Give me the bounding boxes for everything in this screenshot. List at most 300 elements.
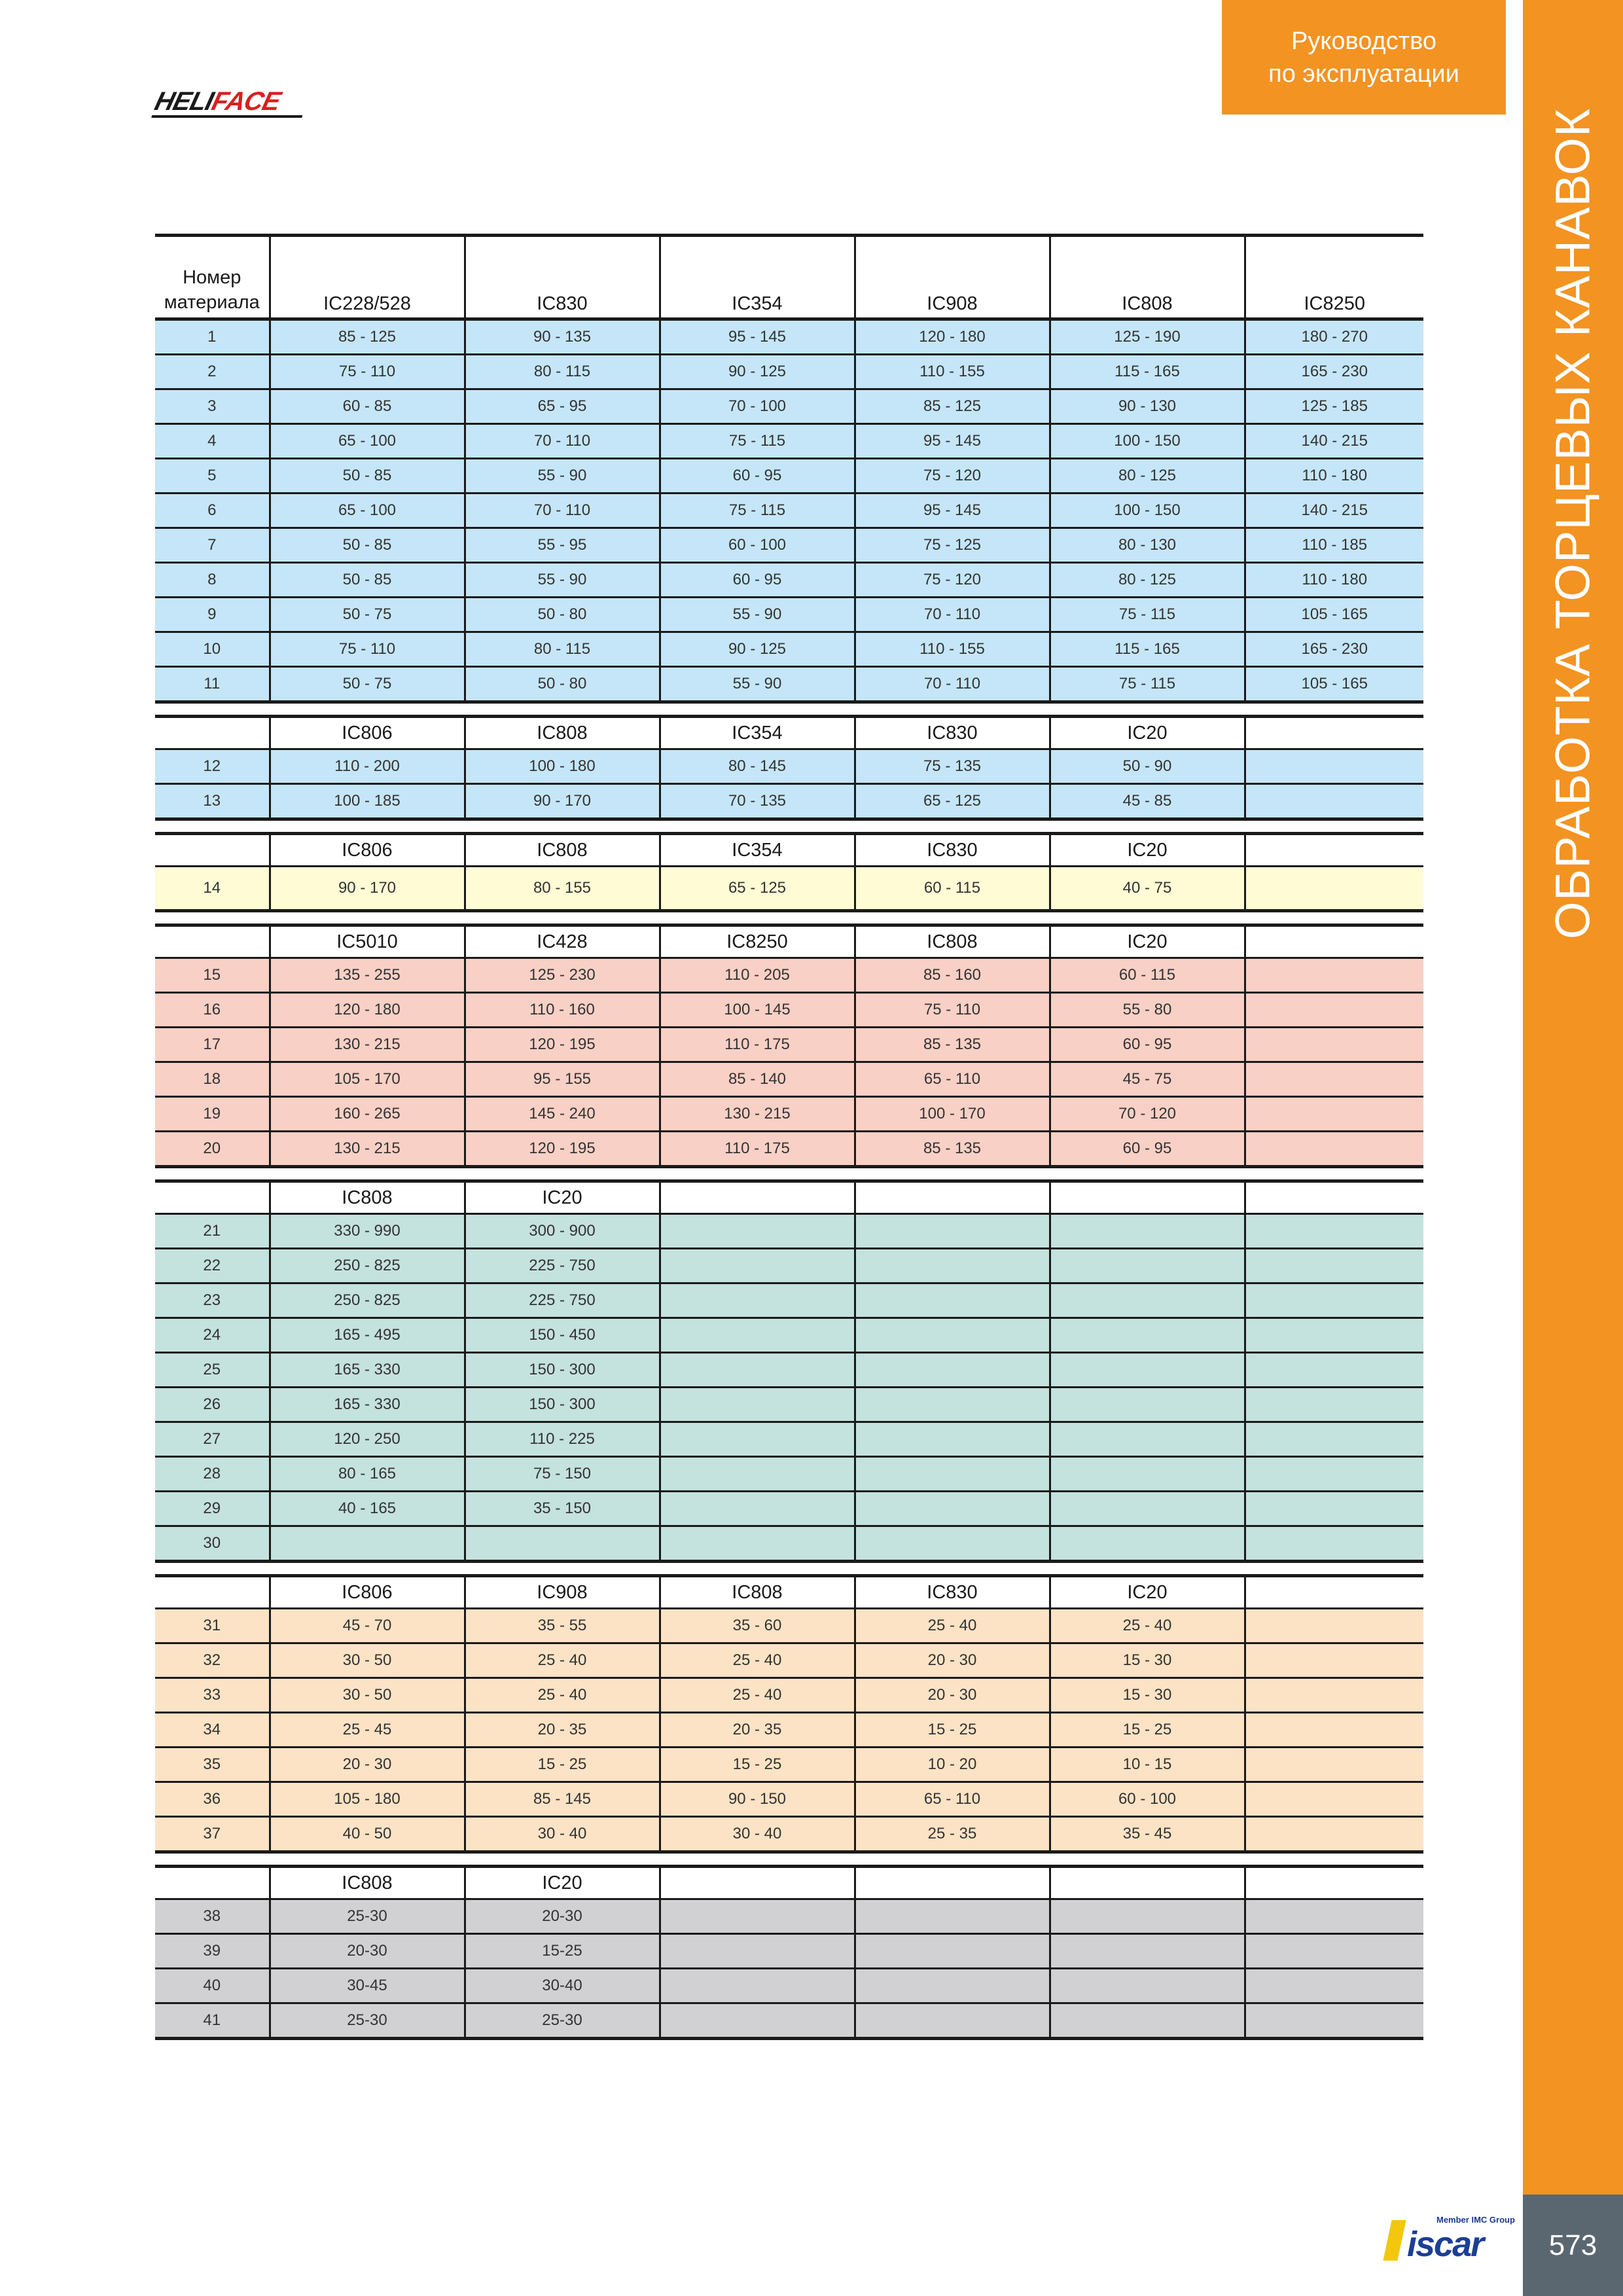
speed-range-cell (1245, 993, 1423, 1028)
speed-range-cell: 25 - 40 (660, 1678, 855, 1713)
speed-range-cell (855, 1899, 1050, 1934)
speed-range-cell: 90 - 135 (465, 319, 660, 355)
speed-range-cell (660, 1422, 855, 1457)
speed-range-cell: 45 - 75 (1050, 1062, 1245, 1097)
speed-range-cell: 25-30 (270, 2003, 465, 2039)
material-number-cell: 16 (155, 993, 270, 1028)
speed-range-cell: 30 - 40 (660, 1817, 855, 1852)
material-number-cell: 9 (155, 598, 270, 632)
speed-range-cell: 10 - 20 (855, 1748, 1050, 1782)
grade-header-cell: IC20 (1050, 717, 1245, 749)
group-spacer (155, 1852, 1423, 1867)
table-row (155, 958, 1423, 993)
speed-range-cell: 50 - 75 (270, 598, 465, 632)
speed-range-cell: 75 - 115 (660, 493, 855, 528)
table-row (155, 1132, 1423, 1167)
speed-range-cell: 120 - 180 (270, 993, 465, 1028)
speed-range-cell (1050, 1353, 1245, 1388)
group-header-row (155, 236, 1423, 319)
speed-range-cell: 35 - 45 (1050, 1817, 1245, 1852)
speed-range-cell: 165 - 495 (270, 1318, 465, 1353)
speed-range-cell: 165 - 330 (270, 1388, 465, 1422)
group-header-row (155, 717, 1423, 749)
speed-range-cell: 15 - 25 (660, 1748, 855, 1782)
speed-range-cell: 50 - 90 (1050, 749, 1245, 784)
speed-range-cell: 90 - 130 (1050, 389, 1245, 424)
speed-range-cell (270, 1526, 465, 1562)
section-title-vertical: ОБРАБОТКА ТОРЦЕВЫХ КАНАВОК (1545, 108, 1600, 939)
material-number-cell: 13 (155, 784, 270, 819)
table-row (155, 1609, 1423, 1643)
grade-header-cell (660, 1181, 855, 1214)
logo-left-text: HELI (152, 86, 217, 116)
table-row (155, 1899, 1423, 1934)
speed-range-cell: 60 - 95 (660, 459, 855, 493)
material-number-cell: 31 (155, 1609, 270, 1643)
spacer-cell (155, 819, 1423, 834)
grade-header-cell: IC354 (660, 717, 855, 749)
speed-range-cell: 35 - 55 (465, 1609, 660, 1643)
speed-range-cell (855, 1457, 1050, 1492)
material-header-cell (155, 236, 270, 319)
speed-range-cell (1245, 1782, 1423, 1817)
speed-range-cell: 165 - 230 (1245, 632, 1423, 667)
speed-range-cell: 105 - 170 (270, 1062, 465, 1097)
material-number-cell: 38 (155, 1899, 270, 1934)
speed-range-cell: 75 - 115 (1050, 598, 1245, 632)
speed-range-cell (1050, 1318, 1245, 1353)
speed-range-cell: 110 - 175 (660, 1028, 855, 1062)
speed-range-cell (855, 1492, 1050, 1526)
material-number-cell: 3 (155, 389, 270, 424)
speed-range-cell: 25 - 40 (855, 1609, 1050, 1643)
speed-range-cell: 95 - 145 (855, 493, 1050, 528)
speed-range-cell: 110 - 180 (1245, 563, 1423, 598)
table-row (155, 528, 1423, 563)
speed-range-cell: 110 - 160 (465, 993, 660, 1028)
speed-range-cell: 55 - 80 (1050, 993, 1245, 1028)
speed-range-cell: 300 - 900 (465, 1214, 660, 1249)
material-number-cell: 6 (155, 493, 270, 528)
speed-range-cell: 250 - 825 (270, 1249, 465, 1283)
speed-range-cell: 50 - 85 (270, 563, 465, 598)
speed-range-cell (1050, 1934, 1245, 1969)
table-row (155, 1748, 1423, 1782)
speed-range-cell: 150 - 300 (465, 1388, 660, 1422)
group-spacer (155, 1167, 1423, 1181)
speed-range-cell: 110 - 180 (1245, 459, 1423, 493)
speed-range-cell: 20-30 (270, 1934, 465, 1969)
guide-tab-line2: по эксплуатации (1268, 60, 1459, 88)
grade-header-cell (1245, 717, 1423, 749)
material-number-cell: 10 (155, 632, 270, 667)
speed-range-cell (855, 2003, 1050, 2039)
speed-range-cell: 50 - 75 (270, 667, 465, 702)
material-header-cell (155, 1576, 270, 1609)
group-header-row (155, 834, 1423, 867)
speed-range-cell: 140 - 215 (1245, 424, 1423, 459)
speed-range-cell: 60 - 115 (1050, 958, 1245, 993)
grade-header-cell (855, 1181, 1050, 1214)
speed-range-cell (1050, 1526, 1245, 1562)
speed-range-cell: 20-30 (465, 1899, 660, 1934)
speed-range-cell: 225 - 750 (465, 1249, 660, 1283)
speed-range-cell: 45 - 70 (270, 1609, 465, 1643)
material-number-cell: 41 (155, 2003, 270, 2039)
speed-range-cell (1050, 1388, 1245, 1422)
table-row (155, 563, 1423, 598)
speed-range-cell (1245, 1062, 1423, 1097)
iscar-logo-mark (1383, 2220, 1406, 2261)
table-row (155, 1353, 1423, 1388)
speed-range-cell: 60 - 100 (660, 528, 855, 563)
speed-range-cell (1245, 958, 1423, 993)
speed-range-cell (1050, 2003, 1245, 2039)
material-header-line2: материала (164, 292, 260, 313)
speed-range-cell: 115 - 165 (1050, 632, 1245, 667)
grade-header-cell: IC908 (465, 1576, 660, 1609)
speed-range-cell: 20 - 35 (660, 1713, 855, 1748)
speed-range-cell: 55 - 90 (465, 563, 660, 598)
speed-range-cell (1245, 1934, 1423, 1969)
speed-range-cell: 20 - 30 (855, 1643, 1050, 1678)
speed-range-cell (660, 1214, 855, 1249)
table-row (155, 493, 1423, 528)
speed-range-cell (855, 1214, 1050, 1249)
speed-range-cell: 50 - 80 (465, 667, 660, 702)
material-header-cell (155, 1181, 270, 1214)
speed-range-cell: 40 - 75 (1050, 867, 1245, 911)
speed-range-cell (465, 1526, 660, 1562)
speed-range-cell: 75 - 150 (465, 1457, 660, 1492)
speed-range-cell: 50 - 85 (270, 528, 465, 563)
speed-range-cell: 80 - 130 (1050, 528, 1245, 563)
speed-range-cell: 65 - 125 (855, 784, 1050, 819)
speed-range-cell (1245, 1969, 1423, 2003)
table-row (155, 1492, 1423, 1526)
speed-range-cell (1245, 1028, 1423, 1062)
speed-range-cell (660, 1353, 855, 1388)
speed-range-cell: 110 - 205 (660, 958, 855, 993)
speed-range-cell (1245, 1353, 1423, 1388)
speed-range-cell (660, 1457, 855, 1492)
speed-range-cell: 50 - 85 (270, 459, 465, 493)
material-number-cell: 4 (155, 424, 270, 459)
speed-range-cell: 125 - 230 (465, 958, 660, 993)
table-row (155, 319, 1423, 355)
speed-range-cell: 105 - 165 (1245, 667, 1423, 702)
speed-range-cell: 55 - 90 (660, 598, 855, 632)
speed-range-cell: 110 - 155 (855, 355, 1050, 389)
table-row (155, 993, 1423, 1028)
speed-range-cell (1245, 1422, 1423, 1457)
iscar-logo: iscar (1407, 2225, 1484, 2264)
speed-range-cell: 65 - 125 (660, 867, 855, 911)
speed-range-cell (855, 1934, 1050, 1969)
brand-member-text: Member IMC Group (1436, 2215, 1515, 2225)
material-header-cell (155, 1867, 270, 1899)
speed-range-cell: 60 - 115 (855, 867, 1050, 911)
speed-range-cell: 25 - 40 (1050, 1609, 1245, 1643)
table-row (155, 1249, 1423, 1283)
speed-range-cell: 25 - 40 (465, 1643, 660, 1678)
speed-range-cell: 80 - 125 (1050, 459, 1245, 493)
speed-range-cell (1245, 1609, 1423, 1643)
table-row (155, 355, 1423, 389)
table-row (155, 1643, 1423, 1678)
speed-range-cell: 90 - 125 (660, 355, 855, 389)
speed-range-cell (1245, 1132, 1423, 1167)
table-row (155, 1214, 1423, 1249)
speed-range-cell: 15-25 (465, 1934, 660, 1969)
speed-range-cell: 105 - 180 (270, 1782, 465, 1817)
speed-range-cell: 55 - 90 (660, 667, 855, 702)
grade-header-cell: IC20 (465, 1867, 660, 1899)
grade-header-cell (1245, 925, 1423, 958)
table-row (155, 598, 1423, 632)
speed-range-cell (1245, 1526, 1423, 1562)
material-number-cell: 34 (155, 1713, 270, 1748)
grade-header-cell: IC354 (660, 236, 855, 319)
grade-header-cell: IC830 (855, 834, 1050, 867)
speed-range-cell: 95 - 145 (660, 319, 855, 355)
speed-range-cell: 330 - 990 (270, 1214, 465, 1249)
grade-header-cell: IC808 (465, 717, 660, 749)
speed-range-cell: 135 - 255 (270, 958, 465, 993)
spacer-cell (155, 1852, 1423, 1867)
speed-range-cell (1245, 1899, 1423, 1934)
grade-header-cell (855, 1867, 1050, 1899)
guide-tab-line1: Руководство (1291, 27, 1437, 55)
group-header-row (155, 925, 1423, 958)
material-number-cell: 12 (155, 749, 270, 784)
speed-range-cell: 85 - 160 (855, 958, 1050, 993)
speed-range-cell: 70 - 100 (660, 389, 855, 424)
speed-range-cell: 120 - 180 (855, 319, 1050, 355)
speed-range-cell: 130 - 215 (660, 1097, 855, 1132)
material-number-cell: 28 (155, 1457, 270, 1492)
grade-header-cell: IC830 (855, 1576, 1050, 1609)
speed-range-cell: 20 - 35 (465, 1713, 660, 1748)
speed-range-cell (660, 2003, 855, 2039)
grade-header-cell (660, 1867, 855, 1899)
speed-range-cell: 30-40 (465, 1969, 660, 2003)
grade-header-cell: IC908 (855, 236, 1050, 319)
table-row (155, 632, 1423, 667)
speed-range-cell: 60 - 95 (1050, 1028, 1245, 1062)
speed-range-cell (1245, 1214, 1423, 1249)
speed-range-cell: 85 - 145 (465, 1782, 660, 1817)
speed-range-cell (1050, 1492, 1245, 1526)
speed-range-cell (1050, 1899, 1245, 1934)
table-row (155, 1388, 1423, 1422)
group-header-row (155, 1576, 1423, 1609)
speed-range-cell: 80 - 115 (465, 355, 660, 389)
speed-range-cell (1245, 1713, 1423, 1748)
speed-range-cell: 90 - 150 (660, 1782, 855, 1817)
speed-range-cell: 85 - 135 (855, 1132, 1050, 1167)
speed-range-cell (1245, 1492, 1423, 1526)
speed-range-cell: 10 - 15 (1050, 1748, 1245, 1782)
material-header-line1: Номер (183, 267, 241, 288)
material-number-cell: 37 (155, 1817, 270, 1852)
speed-range-cell: 100 - 185 (270, 784, 465, 819)
speed-range-cell: 90 - 170 (270, 867, 465, 911)
speed-range-cell: 80 - 165 (270, 1457, 465, 1492)
table-row (155, 1457, 1423, 1492)
speed-range-cell (1245, 1678, 1423, 1713)
speed-range-cell: 125 - 190 (1050, 319, 1245, 355)
speed-range-cell: 70 - 135 (660, 784, 855, 819)
speed-range-cell: 145 - 240 (465, 1097, 660, 1132)
material-number-cell: 30 (155, 1526, 270, 1562)
speed-range-cell: 70 - 110 (855, 598, 1050, 632)
speed-range-cell: 75 - 115 (1050, 667, 1245, 702)
speed-range-cell: 85 - 125 (855, 389, 1050, 424)
speed-range-cell (660, 1899, 855, 1934)
table-row (155, 1283, 1423, 1318)
group-spacer (155, 1562, 1423, 1576)
material-number-cell: 22 (155, 1249, 270, 1283)
spacer-cell (155, 1167, 1423, 1181)
speed-range-cell: 15 - 30 (1050, 1678, 1245, 1713)
grade-header-cell: IC428 (465, 925, 660, 958)
grade-header-cell: IC806 (270, 1576, 465, 1609)
speed-range-cell (855, 1526, 1050, 1562)
speed-range-cell: 15 - 30 (1050, 1643, 1245, 1678)
speed-range-cell: 110 - 155 (855, 632, 1050, 667)
table-row (155, 1062, 1423, 1097)
grade-header-cell: IC8250 (660, 925, 855, 958)
speed-range-cell: 150 - 450 (465, 1318, 660, 1353)
grade-header-cell: IC20 (1050, 834, 1245, 867)
speed-range-cell: 35 - 150 (465, 1492, 660, 1526)
speed-range-cell: 15 - 25 (465, 1748, 660, 1782)
table-row (155, 459, 1423, 493)
logo-right-text: FACE (209, 86, 283, 116)
speed-range-cell (1050, 1422, 1245, 1457)
speed-range-cell: 80 - 115 (465, 632, 660, 667)
speed-range-cell (660, 1249, 855, 1283)
table-row (155, 784, 1423, 819)
speed-range-cell: 250 - 825 (270, 1283, 465, 1318)
material-number-cell: 1 (155, 319, 270, 355)
speed-range-cell: 40 - 50 (270, 1817, 465, 1852)
speed-range-cell: 160 - 265 (270, 1097, 465, 1132)
material-number-cell: 5 (155, 459, 270, 493)
table-row (155, 1934, 1423, 1969)
grade-header-cell: IC228/528 (270, 236, 465, 319)
grade-header-cell (1245, 834, 1423, 867)
grade-header-cell: IC808 (465, 834, 660, 867)
speed-range-cell (855, 1318, 1050, 1353)
speed-range-cell: 65 - 110 (855, 1782, 1050, 1817)
table-row (155, 2003, 1423, 2039)
speed-range-cell (1050, 1457, 1245, 1492)
speed-range-cell: 50 - 80 (465, 598, 660, 632)
table-row (155, 424, 1423, 459)
grade-header-cell (1050, 1867, 1245, 1899)
speed-range-cell (660, 1526, 855, 1562)
material-number-cell: 15 (155, 958, 270, 993)
speed-range-cell: 70 - 120 (1050, 1097, 1245, 1132)
speed-range-cell (660, 1318, 855, 1353)
grade-header-cell: IC830 (465, 236, 660, 319)
grade-header-cell: IC8250 (1245, 236, 1423, 319)
heliface-logo (151, 88, 309, 118)
speed-range-cell (1245, 1457, 1423, 1492)
speed-range-cell: 75 - 125 (855, 528, 1050, 563)
speed-range-cell (1245, 784, 1423, 819)
speed-range-cell: 15 - 25 (1050, 1713, 1245, 1748)
grade-header-cell: IC808 (1050, 236, 1245, 319)
grade-header-cell (1245, 1181, 1423, 1214)
speed-range-cell (1245, 1817, 1423, 1852)
table-row (155, 1817, 1423, 1852)
speed-range-cell (1245, 1748, 1423, 1782)
grade-header-cell: IC808 (270, 1181, 465, 1214)
table-row (155, 1782, 1423, 1817)
grade-header-cell: IC5010 (270, 925, 465, 958)
group-spacer (155, 911, 1423, 925)
speed-range-cell: 150 - 300 (465, 1353, 660, 1388)
speed-range-cell (660, 1969, 855, 2003)
speed-range-cell: 60 - 85 (270, 389, 465, 424)
material-number-cell: 20 (155, 1132, 270, 1167)
speed-range-cell: 100 - 145 (660, 993, 855, 1028)
cutting-speed-table (155, 234, 1423, 2040)
table-row (155, 1097, 1423, 1132)
table-row (155, 1969, 1423, 2003)
material-number-cell: 18 (155, 1062, 270, 1097)
table-row (155, 1678, 1423, 1713)
speed-range-cell: 165 - 330 (270, 1353, 465, 1388)
material-number-cell: 35 (155, 1748, 270, 1782)
grade-header-cell: IC20 (465, 1181, 660, 1214)
speed-range-cell: 90 - 125 (660, 632, 855, 667)
speed-range-cell (660, 1934, 855, 1969)
speed-range-cell: 75 - 120 (855, 563, 1050, 598)
speed-range-cell: 110 - 200 (270, 749, 465, 784)
speed-range-cell: 140 - 215 (1245, 493, 1423, 528)
material-number-cell: 17 (155, 1028, 270, 1062)
speed-range-cell: 110 - 175 (660, 1132, 855, 1167)
material-number-cell: 2 (155, 355, 270, 389)
table-row (155, 1028, 1423, 1062)
speed-range-cell: 15 - 25 (855, 1713, 1050, 1748)
speed-range-cell: 25-30 (465, 2003, 660, 2039)
guide-tab[interactable] (1222, 0, 1506, 115)
spacer-cell (155, 1562, 1423, 1576)
speed-range-cell (660, 1283, 855, 1318)
grade-header-cell: IC806 (270, 717, 465, 749)
material-number-cell: 24 (155, 1318, 270, 1353)
speed-range-cell: 30-45 (270, 1969, 465, 2003)
material-number-cell: 36 (155, 1782, 270, 1817)
speed-range-cell: 85 - 140 (660, 1062, 855, 1097)
table-row (155, 1526, 1423, 1562)
speed-range-cell: 75 - 110 (270, 355, 465, 389)
speed-range-cell: 65 - 95 (465, 389, 660, 424)
speed-range-cell: 165 - 230 (1245, 355, 1423, 389)
speed-range-cell (1245, 749, 1423, 784)
group-spacer (155, 819, 1423, 834)
material-number-cell: 11 (155, 667, 270, 702)
group-spacer (155, 702, 1423, 717)
speed-range-cell (1245, 1318, 1423, 1353)
speed-range-cell: 115 - 165 (1050, 355, 1245, 389)
table-row (155, 389, 1423, 424)
